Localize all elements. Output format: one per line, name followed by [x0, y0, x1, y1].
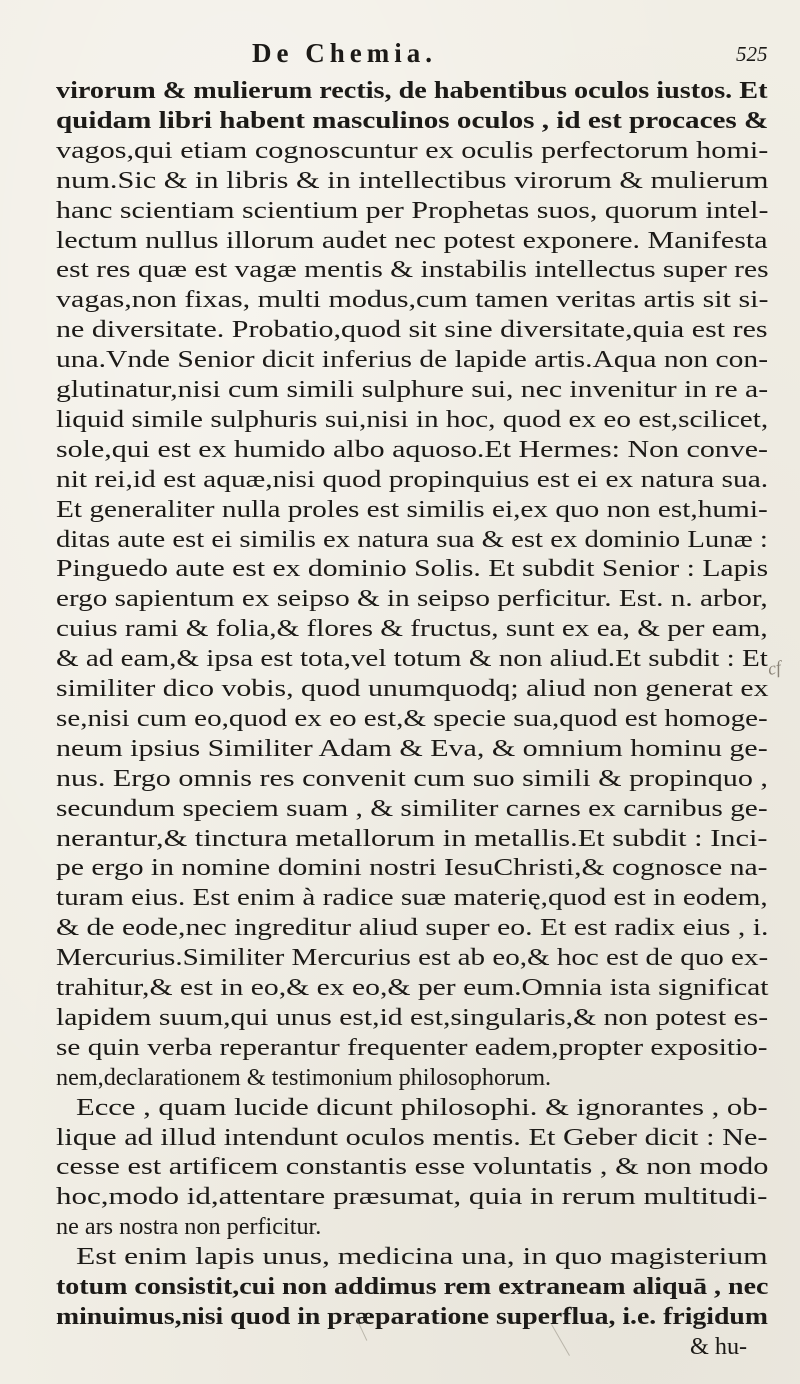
text-line: ditas aute est ei similis ex natura sua & est ex dominio Lunæ :: [56, 525, 768, 553]
text-line: neum ipsius Similiter Adam & Eva, & omnium hominu ge-: [56, 734, 768, 762]
text-line: trahitur,& est in eo,& ex eo,& per eum.Omnia ista significat: [56, 974, 769, 1001]
text-line: ne ars nostra non perficitur.: [56, 1213, 322, 1241]
text-line: minuimus,nisi quod in præparatione superflua, i.e. frigidum: [56, 1302, 768, 1330]
text-line: pe ergo in nomine domini nostri IesuChristi,& cognosce na-: [56, 854, 768, 882]
text-line: est res quæ est vagæ mentis & instabilis intellectus super res: [56, 256, 769, 284]
page-header: [0, 38, 800, 78]
page-number: 525: [736, 42, 768, 66]
text-line: Mercurius.Similiter Mercurius est ab eo,& hoc est de quo ex-: [56, 944, 769, 972]
text-line: hanc scientiam scientium per Prophetas suos, quorum intel-: [56, 196, 769, 224]
text-line: se quin verba reperantur frequenter eadem,propter expositio-: [56, 1033, 768, 1061]
text-line: num.Sic & in libris & in intellectibus virorum & mulierum: [56, 166, 769, 194]
text-line: & hu-: [690, 1332, 748, 1360]
text-line: similiter dico vobis, quod unumquodq; aliud non generat ex: [56, 675, 769, 702]
text-line: nem,declarationem & testimonium philosophorum.: [56, 1063, 552, 1091]
text-line: Est enim lapis unus, medicina una, in quo magisterium: [76, 1243, 768, 1271]
text-line: una.Vnde Senior dicit inferius de lapide artis.Aqua non con-: [56, 346, 769, 374]
text-line: vagos,qui etiam cognoscuntur ex oculis perfectorum homi-: [56, 136, 769, 164]
text-line: lapidem suum,qui unus est,id est,singularis,& non potest es-: [56, 1003, 769, 1031]
text-line: nit rei,id est aquæ,nisi quod propinquius est ei ex natura sua.: [56, 465, 769, 493]
text-line: secundum speciem suam , & similiter carnes ex carnibus ge-: [56, 794, 768, 822]
text-line: se,nisi cum eo,quod ex eo est,& specie sua,quod est homoge-: [56, 704, 768, 732]
text-line: glutinatur,nisi cum simili sulphure sui, nec invenitur in re a-: [56, 376, 769, 403]
text-line: & ad eam,& ipsa est tota,vel totum & non aliud.Et subdit : Et: [56, 645, 768, 673]
text-line: Ecce , quam lucide dicunt philosophi. & ignorantes , ob-: [76, 1093, 768, 1121]
text-line: & de eode,nec ingreditur aliud super eo. Et est radix eius , i.: [56, 914, 769, 942]
running-title: De Chemia.: [252, 38, 437, 68]
text-line: lique ad illud intendunt oculos mentis. Et Geber dicit : Ne-: [56, 1123, 768, 1151]
text-line: quidam libri habent masculinos oculos , id est procaces &: [56, 106, 769, 134]
text-line: lectum nullus illorum audet nec potest exponere. Manifesta: [56, 226, 768, 254]
text-line: nus. Ergo omnis res convenit cum suo simili & propinquo ,: [56, 764, 768, 792]
text-line: liquid simile sulphuris sui,nisi in hoc, quod ex eo est,scilicet,: [56, 405, 769, 433]
text-line: turam eius. Est enim à radice suæ materię,quod est in eodem,: [56, 884, 768, 912]
text-line: ne diversitate. Probatio,quod sit sine diversitate,quia est res: [56, 316, 768, 344]
text-line: totum consistit,cui non addimus rem extraneam aliquā , nec: [56, 1273, 769, 1300]
text-line: ergo sapientum ex seipso & in seipso perficitur. Est. n. arbor,: [56, 585, 768, 613]
text-line: nerantur,& tinctura metallorum in metallis.Et subdit : Inci-: [56, 824, 768, 852]
text-line: Pinguedo aute est ex dominio Solis. Et subdit Senior : Lapis: [56, 555, 769, 583]
text-line: cuius rami & folia,& flores & fructus, sunt ex ea, & per eam,: [56, 615, 768, 643]
text-line: vagas,non fixas, multi modus,cum tamen veritas artis sit si-: [56, 286, 769, 314]
text-line: Et generaliter nulla proles est similis ei,ex quo non est,humi-: [56, 495, 768, 523]
text-line: hoc,modo id,attentare præsumat, quia in rerum multitudi-: [56, 1183, 768, 1211]
text-line: cesse est artificem constantis esse voluntatis , & non modo: [56, 1153, 769, 1181]
text-line: sole,qui est ex humido albo aquoso.Et Hermes: Non conve-: [56, 435, 769, 463]
text-line: virorum & mulierum rectis, de habentibus oculos iustos. Et: [56, 77, 768, 104]
margin-note: cf: [766, 657, 783, 679]
